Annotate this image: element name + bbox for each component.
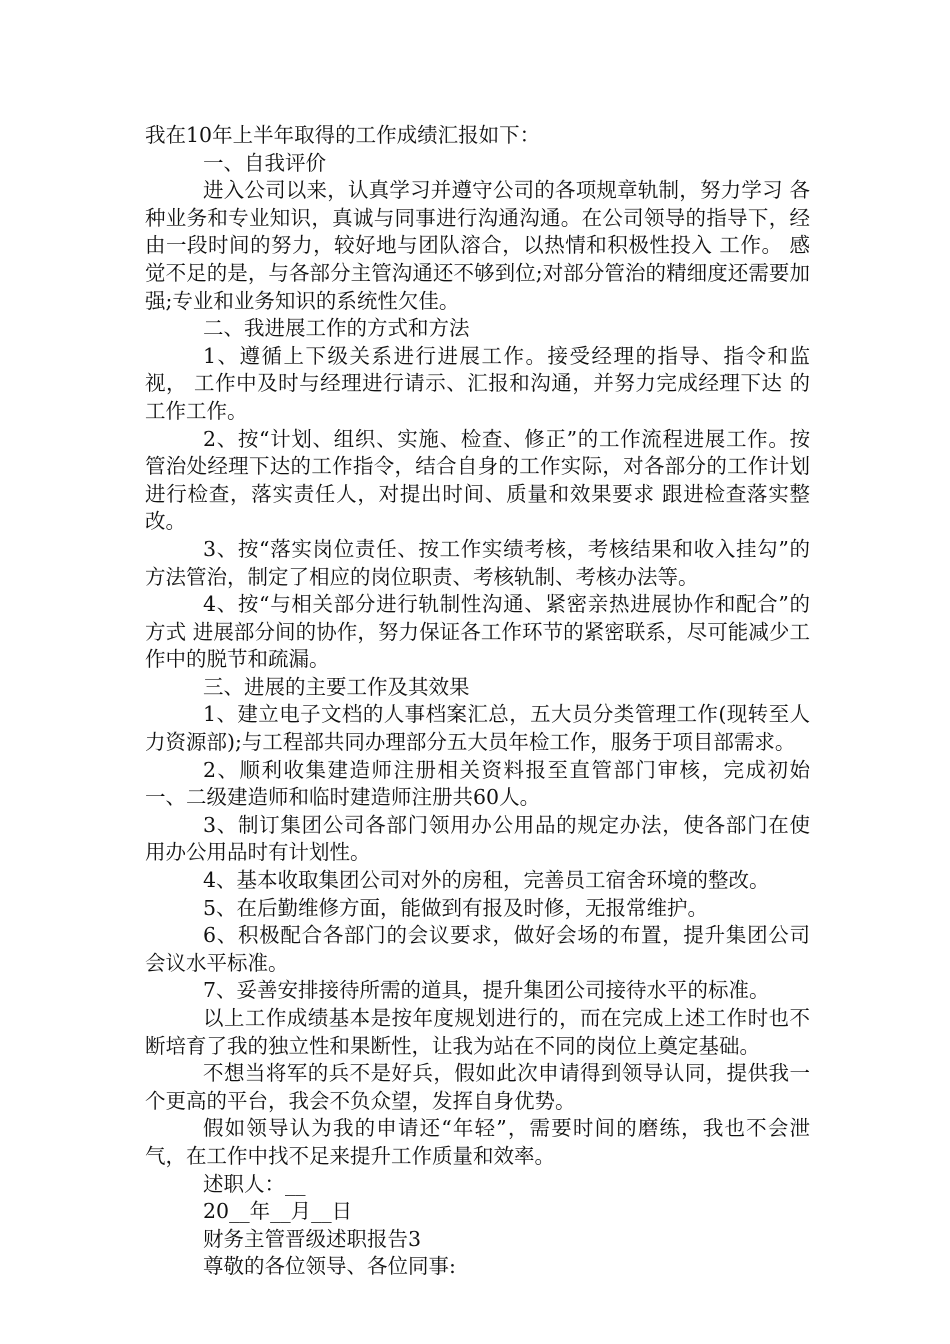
paragraph-work-7: 7、妥善安排接待所需的道具，提升集团公司接待水平的标准。 bbox=[203, 978, 770, 1003]
paragraph-aspiration: 不想当将军的兵不是好兵，假如此次申请得到领导认同，提供我一个更高的平台，我会不负众望，发挥自身优势。 bbox=[145, 1061, 810, 1113]
intro-line: 我在10年上半年取得的工作成绩汇报如下： bbox=[145, 123, 541, 147]
signature-line: 述职人：__ bbox=[203, 1171, 306, 1196]
next-report-title: 财务主管晋级述职报告3 bbox=[203, 1226, 422, 1251]
salutation-line: 尊敬的各位领导、各位同事: bbox=[203, 1254, 456, 1279]
section-heading-self-evaluation: 一、自我评价 bbox=[203, 150, 326, 175]
paragraph-self-evaluation: 进入公司以来，认真学习并遵守公司的各项规章轨制，努力学习 各种业务和专业知识，真诚与同事进行沟通沟通。在公司领导的指导下，经由一段时间的努力，较好地与团队溶合，以热情和积极性投入 工作。 感觉不足的是，与各部分主管沟通还不够到位;对部分管治的精细度还需要加强;专业和业务知识的系统性欠佳。 bbox=[145, 178, 810, 313]
paragraph-work-1: 1、建立电子文档的人事档案汇总，五大员分类管理工作(现转至人力资源部);与工程部共同办理部分五大员年检工作，服务于项目部需求。 bbox=[145, 702, 810, 755]
paragraph-attitude: 假如领导认为我的申请还“年轻”，需要时间的磨练，我也不会泄气，在工作中找不足来提升工作质量和效率。 bbox=[145, 1116, 810, 1168]
paragraph-work-4: 4、基本收取集团公司对外的房租，完善员工宿舍环境的整改。 bbox=[203, 868, 770, 893]
section-heading-main-work: 三、进展的主要工作及其效果 bbox=[203, 674, 470, 699]
paragraph-work-6: 6、积极配合各部门的会议要求，做好会场的布置，提升集团公司会议水平标准。 bbox=[145, 923, 810, 975]
paragraph-method-3: 3、按“落实岗位责任、按工作实绩考核，考核结果和收入挂勾”的 方法管治，制定了相应的岗位职责、考核轨制、考核办法等。 bbox=[145, 536, 817, 589]
paragraph-work-3: 3、制订集团公司各部门领用办公用品的规定办法，使各部门在使用办公用品时有计划性。 bbox=[145, 812, 810, 865]
section-heading-work-methods: 二、我进展工作的方式和方法 bbox=[203, 316, 470, 341]
paragraph-work-2: 2、顺利收集建造师注册相关资料报至直管部门审核，完成初始一、二级建造师和临时建造师注册共60人。 bbox=[145, 757, 810, 810]
paragraph-summary: 以上工作成绩基本是按年度规划进行的，而在完成上述工作时也不断培育了我的独立性和果断性，让我为站在不同的岗位上奠定基础。 bbox=[145, 1006, 810, 1058]
paragraph-method-2: 2、按“计划、组织、实施、检查、修正”的工作流程进展工作。按 管治处经理下达的工作指令，结合自身的工作实际，对各部分的工作计划进行检查，落实责任人，对提出时间、质量和效果要求 跟进检查落实整改。 bbox=[145, 426, 817, 534]
document-body bbox=[145, 122, 817, 1281]
paragraph-work-5: 5、在后勤维修方面，能做到有报及时修，无报常维护。 bbox=[203, 895, 709, 920]
paragraph-method-1: 1、遵循上下级关系进行进展工作。接受经理的指导、指令和监视， 工作中及时与经理进行请示、汇报和沟通，并努力完成经理下达 的工作工作。 bbox=[145, 343, 810, 423]
paragraph-method-4: 4、按“与相关部分进行轨制性沟通、紧密亲热进展协作和配合”的方式 进展部分间的协作，努力保证各工作环节的紧密联系，尽可能减少工作中的脱节和疏漏。 bbox=[145, 592, 810, 672]
date-line: 20__年__月__日 bbox=[203, 1199, 353, 1224]
